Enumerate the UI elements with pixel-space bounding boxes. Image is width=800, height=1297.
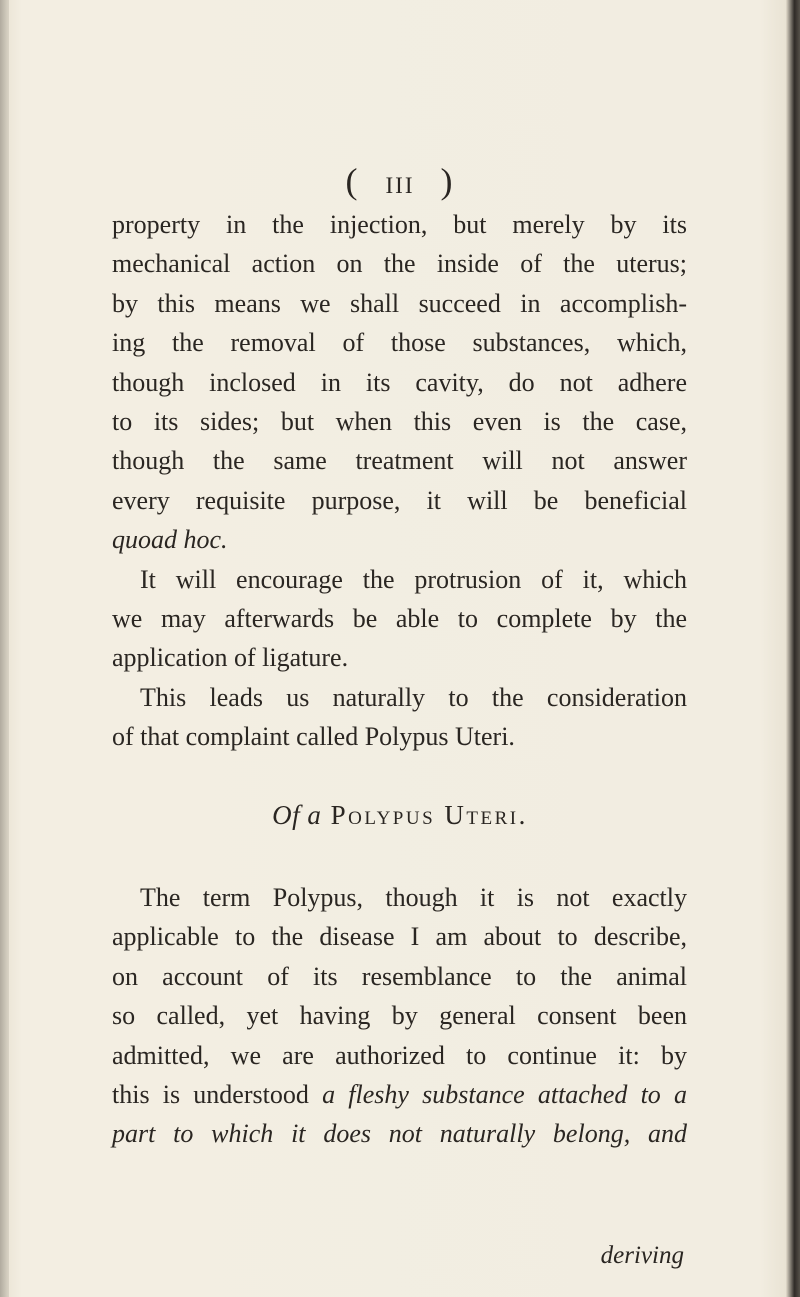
text-line: ing the removal of those substances, which,	[112, 328, 687, 358]
text-line: though inclosed in its cavity, do not adhere	[112, 367, 687, 397]
text-line: every requisite purpose, it will be beneficial	[112, 485, 687, 515]
text-block-upper	[112, 205, 687, 756]
text-run: this is understood	[112, 1079, 309, 1109]
text-line-mixed	[112, 1075, 687, 1114]
text-run-italic: a fleshy substance attached to a	[322, 1079, 688, 1109]
text-line: mechanical action on the inside of the uterus;	[112, 249, 687, 279]
text-line: application of ligature.	[112, 643, 349, 673]
page-number: III	[385, 173, 415, 198]
text-line: to its sides; but when this even is the case,	[112, 406, 687, 436]
text-line: so called, yet having by general consent been	[112, 1001, 687, 1031]
header-close-paren: )	[440, 161, 455, 201]
text-line: applicable to the disease I am about to describe,	[112, 922, 687, 952]
text-line: property in the injection, but merely by its	[112, 210, 687, 239]
text-line: though the same treatment will not answer	[112, 446, 687, 476]
text-block-lower	[112, 878, 687, 1154]
page-header	[0, 160, 800, 202]
section-heading	[0, 800, 800, 831]
catchword: deriving	[600, 1242, 684, 1269]
section-heading-prefix: Of a	[272, 800, 322, 830]
text-line-italic: part to which it does not naturally belong, and	[112, 1119, 687, 1149]
text-line: admitted, we are authorized to continue it: by	[112, 1040, 687, 1070]
text-line: we may afterwards be able to complete by the	[112, 603, 687, 633]
text-line: It will encourage the protrusion of it, which	[140, 564, 687, 594]
text-line: This leads us naturally to the consideration	[140, 682, 687, 712]
section-heading-title: Polypus Uteri.	[330, 800, 528, 830]
text-line: on account of its resemblance to the animal	[112, 961, 687, 991]
text-line: The term Polypus, though it is not exactly	[140, 883, 687, 912]
header-open-paren: (	[345, 161, 360, 201]
text-line: of that complaint called Polypus Uteri.	[112, 722, 515, 752]
text-line: by this means we shall succeed in accomplish-	[112, 288, 687, 318]
text-line-latin: quoad hoc.	[112, 525, 228, 555]
